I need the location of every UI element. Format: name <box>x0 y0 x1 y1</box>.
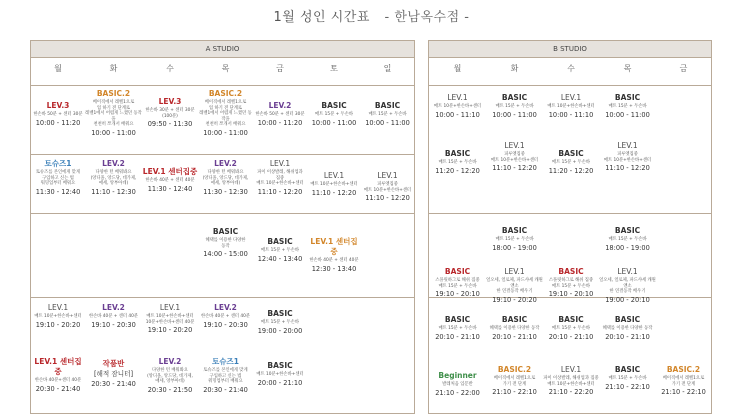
class-description: 한손바 30분 + 센터 30분 <box>145 108 195 113</box>
class-description: 매트 15분 + 두손바 <box>608 376 647 381</box>
class-description: 매트 15분 + 두손바 <box>260 248 300 253</box>
class-description: 다양한 턴 배워봐요 <box>152 368 188 373</box>
divider <box>31 213 414 214</box>
class-description: 업 하기 전 단계로 <box>208 105 243 111</box>
class-time: 10:00 - 11:00 <box>91 128 136 137</box>
class-time: 20:10 - 21:10 <box>492 332 537 341</box>
class-cell <box>429 149 486 176</box>
day-sat: 토 <box>330 64 338 73</box>
class-time: 10:00 - 11:00 <box>492 110 537 119</box>
class-description: (100분) <box>162 113 178 119</box>
class-cell <box>307 237 361 274</box>
class-description: (앙디올, 앙드당, 데가제, <box>90 175 137 181</box>
class-name: BASIC.2 <box>96 89 131 98</box>
class-cell <box>307 171 361 198</box>
class-time: 20:30 - 21:50 <box>147 385 193 394</box>
page-title <box>0 6 743 25</box>
class-description: 베이직에서 레벨1으로 <box>204 100 247 105</box>
class-description: 매트 10분+한손바+센터 <box>256 372 304 377</box>
class-time: 19:10 - 20:10 <box>548 290 594 299</box>
class-description: 매트 10분+한손바+센터 <box>310 182 358 187</box>
class-description: 업 하기 전 단계로 <box>96 105 131 111</box>
class-cell <box>198 303 253 330</box>
class-description: 한손바 40분 + 센터 40분 <box>200 314 251 319</box>
class-name: LEV.1 센터집중 <box>142 167 198 176</box>
class-cell <box>429 93 486 120</box>
class-description: 토슈즈를 본인에게 맞게 <box>35 170 81 175</box>
class-description: 매트 15분 + 두손바 <box>495 104 534 109</box>
class-time: 18:00 - 19:00 <box>605 243 650 252</box>
class-name: LEV.2 <box>102 303 125 312</box>
class-description: 피루엣집중 <box>377 182 398 187</box>
class-cell <box>142 303 198 335</box>
class-description: 구입하고 신는 법 <box>42 175 74 181</box>
class-description: 한손바 40분 + 센터 40분 <box>145 178 195 183</box>
class-description: 매트 15분 + 두손바 <box>260 320 300 325</box>
class-cell <box>486 267 543 305</box>
class-name: LEV.2 <box>102 159 125 168</box>
class-description: 매트 10분+한손바+센터 <box>256 181 304 187</box>
class-name: BASIC <box>614 315 641 324</box>
class-cell <box>599 141 656 173</box>
class-time: 12:30 - 13:40 <box>311 264 357 273</box>
day-thu: 목 <box>221 64 230 73</box>
class-time: 11:10 - 12:20 <box>492 164 537 173</box>
class-cell <box>429 267 486 299</box>
class-description: 애세, 앙부아데) <box>98 181 129 187</box>
title-sub: - 한남옥수점 - <box>384 10 470 25</box>
class-description: 한손바 40분 + 센터 40분 <box>88 314 139 319</box>
class-description: 매트 15분 + 두손바 <box>438 283 477 289</box>
class-cell <box>543 365 599 397</box>
class-cell <box>31 101 85 128</box>
class-time: 20:30 - 21:40 <box>203 385 248 394</box>
class-description: 스플릿하그로 해쉬 집중 <box>548 278 594 283</box>
class-time: 20:10 - 21:10 <box>548 332 594 341</box>
class-time: 10:00 - 11:10 <box>435 110 480 119</box>
class-cell <box>253 361 307 388</box>
class-time: 11:20 - 12:20 <box>435 166 480 175</box>
class-cell <box>429 371 486 398</box>
class-name: LEV.1 <box>617 141 638 150</box>
class-description: (앙디올, 앙드당, 데가제, <box>202 175 249 181</box>
class-description: 스플릿하그로 해쉬 집중 <box>435 278 480 283</box>
class-description: 매트 15분 + 두손바 <box>551 283 591 289</box>
day-wed: 수 <box>166 64 174 73</box>
class-time: 20:00 - 21:10 <box>257 378 303 387</box>
class-description: 워밍업부터 배워요 <box>208 379 243 385</box>
class-description: 발레처음 입문반 <box>442 382 473 387</box>
class-description: 애세, 앙부아데) <box>155 379 185 385</box>
class-time: 18:00 - 19:00 <box>492 243 537 252</box>
class-time: 21:10 - 22:20 <box>548 388 594 397</box>
class-description: (앙디올, 앙드당, 데가제, <box>147 373 193 379</box>
class-time: 10:00 - 11:20 <box>257 118 303 127</box>
class-description: 집중 <box>275 175 285 181</box>
day-mon: 월 <box>453 64 462 73</box>
day-fri: 금 <box>276 64 284 73</box>
class-description: 혜택를 이용한 다양한 동작 <box>489 326 540 331</box>
class-cell <box>599 365 656 392</box>
class-description: 베이직에서 레벨1으로 <box>92 100 135 105</box>
class-time: 10:00 - 11:00 <box>605 110 650 119</box>
day-tue: 화 <box>510 64 519 73</box>
class-description: 한 연결동작 배우기 <box>609 289 646 295</box>
class-time: 19:00 - 20:10 <box>605 295 650 304</box>
class-description: 파이 이상발레, 해쉬업과 <box>257 170 303 175</box>
class-name: BASIC <box>374 101 401 110</box>
class-description: 애세, 앙부아데) <box>210 181 241 187</box>
class-name: BASIC <box>267 361 293 370</box>
class-cell <box>486 365 543 397</box>
class-cell <box>31 357 85 394</box>
class-cell <box>543 267 599 299</box>
class-description: 매트 15분 + 두손바 <box>551 326 591 331</box>
class-name: BASIC <box>321 101 347 110</box>
class-description: 매트 10분+한손바+센터 <box>34 314 82 319</box>
class-time: 11:10 - 12:30 <box>91 187 136 196</box>
class-description: 한 연결동작 배우기 <box>496 289 533 295</box>
class-description: 얼오세, 얼로체, 파드샤세 캐원앤소 <box>599 278 656 289</box>
divider <box>31 85 414 86</box>
class-name: LEV.1 <box>269 159 291 168</box>
class-time: 11:10 - 12:20 <box>365 194 410 203</box>
day-thu: 목 <box>623 64 632 73</box>
class-name: BASIC <box>501 226 528 235</box>
class-time: 12:40 - 13:40 <box>257 254 303 263</box>
class-name: BASIC <box>444 315 471 324</box>
class-name: BASIC <box>501 315 528 324</box>
class-cell <box>361 171 414 203</box>
title-main: 1월 성인 시간표 <box>273 10 370 25</box>
class-time: 11:20 - 12:20 <box>548 166 594 175</box>
class-cell <box>85 303 142 330</box>
class-cell <box>307 101 361 128</box>
class-time: 19:10 - 20:30 <box>91 320 136 329</box>
class-description: 얼오세, 얼로체, 파드샤세 캐원앤소 <box>486 278 543 289</box>
class-name: LEV.1 센터집중 <box>310 237 358 256</box>
class-name: BASIC.2 <box>497 365 532 374</box>
class-name: BASIC <box>267 309 293 318</box>
class-time: 19:00 - 20:00 <box>257 326 303 335</box>
class-cell <box>599 93 656 120</box>
day-mon: 월 <box>54 64 62 73</box>
class-cell <box>543 93 599 120</box>
class-name: LEV.1 <box>323 171 345 180</box>
class-description: 매트 15분 + 두손바 <box>314 112 354 117</box>
class-cell <box>253 159 307 197</box>
class-cell <box>142 167 198 194</box>
class-description: 매트 15분 + 두손바 <box>608 237 647 242</box>
divider <box>429 213 711 214</box>
class-description: 매트 10분+한손바+센터 <box>547 104 595 109</box>
class-cell <box>253 237 307 264</box>
class-cell <box>142 357 198 395</box>
class-cell <box>656 365 711 397</box>
class-cell <box>198 89 253 138</box>
day-tue: 화 <box>109 64 118 73</box>
class-description: 레벨1에서 어렵게 느꼈던 동작을 <box>85 111 142 122</box>
class-description: 레벨1에서 어렵게 느꼈던 동작을 <box>199 111 252 122</box>
divider <box>31 297 414 298</box>
class-name: LEV.2 <box>214 159 237 168</box>
class-time: 19:10 - 20:20 <box>147 326 193 335</box>
class-description: 피루엣집중 <box>504 152 525 157</box>
class-time: 11:30 - 12:40 <box>147 184 193 193</box>
class-description: 워밍업부터 배워요 <box>40 181 76 187</box>
class-name: LEV.1 <box>159 303 181 312</box>
class-cell <box>85 89 142 138</box>
class-description: 매트 10분+한손바+센터 <box>433 104 482 109</box>
class-description: 파이 이상발레, 해쉬업과 집중 <box>543 376 599 381</box>
class-name: Beginner <box>438 371 477 380</box>
class-name: BASIC.2 <box>208 89 243 98</box>
class-time: 10:00 - 11:00 <box>203 128 248 137</box>
class-name: BASIC <box>614 226 641 235</box>
class-cell <box>486 93 543 120</box>
class-description: 가기 전 단계 <box>671 381 696 387</box>
class-time: 21:10 - 22:10 <box>492 388 537 397</box>
class-description: 한손바 40분+센터 40분 <box>34 378 82 383</box>
class-name: BASIC <box>558 149 584 158</box>
divider <box>31 154 414 155</box>
class-name: LEV.2 <box>268 101 292 110</box>
studio-b-table <box>428 40 712 414</box>
day-fri: 금 <box>679 64 688 73</box>
class-name: LEV.3 <box>158 97 182 106</box>
studio-a-header: A STUDIO <box>31 41 414 58</box>
class-extra: [해적 잠니터] <box>93 370 134 378</box>
class-time: 19:10 - 20:30 <box>203 320 248 329</box>
divider <box>429 85 711 86</box>
class-name: LEV.1 <box>504 141 525 150</box>
class-name: LEV.1 <box>560 365 582 374</box>
class-time: 10:00 - 11:10 <box>548 110 594 119</box>
class-cell <box>599 226 656 253</box>
class-cell <box>142 97 198 129</box>
class-time: 11:30 - 12:30 <box>203 187 248 196</box>
studio-a-table <box>30 40 415 414</box>
class-time: 19:10 - 20:10 <box>435 290 480 299</box>
class-description: 천천히 쪼개서 배워요 <box>93 122 134 128</box>
class-time: 21:10 - 22:10 <box>605 382 650 391</box>
class-name: BASIC <box>558 267 584 276</box>
class-description: 다양한 턴 배워봐요 <box>207 170 244 175</box>
class-name: LEV.3 <box>46 101 70 110</box>
class-description: 매트 15분 + 두손바 <box>368 112 407 117</box>
class-description: 10분+한손바+센터 40분 <box>145 319 195 325</box>
class-time: 19:10 - 20:20 <box>35 320 81 329</box>
class-description: 매트 10분+한손바+센터 <box>490 157 539 163</box>
studio-b-days <box>429 58 711 80</box>
class-description: 다양한 턴 배워봐요 <box>95 170 132 175</box>
class-description: 한손바 50분 + 센터 30분 <box>255 112 305 117</box>
class-cell <box>198 159 253 197</box>
class-cell <box>361 101 414 128</box>
class-time: 10:00 - 11:00 <box>311 118 357 127</box>
class-time: 10:00 - 11:00 <box>365 118 410 127</box>
class-time: 20:30 - 21:40 <box>91 380 136 388</box>
class-name: LEV.2 <box>214 303 237 312</box>
class-name: LEV.1 <box>447 93 468 102</box>
class-time: 11:10 - 12:20 <box>257 187 303 196</box>
class-name: BASIC <box>614 93 641 102</box>
class-description: 매트 15분 + 두손바 <box>495 237 534 242</box>
class-description: 한손바 50분 + 센터 30분 <box>33 112 83 117</box>
class-description: 피루엣집중 <box>617 152 638 157</box>
class-description: 한손바 40분 + 센터 40분 <box>309 258 359 263</box>
class-description: 매트 10분+한손바+센터 <box>363 187 412 193</box>
class-time: 21:10 - 22:00 <box>435 388 480 397</box>
class-name: BASIC <box>501 93 528 102</box>
class-name: 토슈즈1 <box>44 159 72 168</box>
class-cell <box>486 315 543 342</box>
class-cell <box>253 309 307 336</box>
class-time: 14:00 - 15:00 <box>203 250 248 259</box>
studio-a-days <box>31 58 414 80</box>
class-name: LEV.1 <box>47 303 69 312</box>
class-description: 천천히 쪼개서 배워요 <box>205 122 246 128</box>
class-time: 11:10 - 12:20 <box>605 164 650 173</box>
class-cell <box>85 159 142 197</box>
class-description: 매트 10분+한손바+센터 <box>547 381 595 387</box>
class-cell <box>198 227 253 259</box>
class-cell <box>543 149 599 176</box>
class-name: LEV.1 센터집중 <box>34 357 82 376</box>
class-description: 베이직에서 레벨1으로 <box>662 376 705 381</box>
class-cell <box>85 359 142 389</box>
class-cell <box>599 315 656 342</box>
day-sun: 일 <box>383 64 392 73</box>
class-cell <box>543 315 599 342</box>
class-name: BASIC <box>267 237 293 246</box>
class-cell <box>486 141 543 173</box>
class-name: LEV.1 <box>560 93 582 102</box>
class-time: 11:30 - 12:40 <box>35 187 81 196</box>
class-cell <box>253 101 307 128</box>
class-name: BASIC.2 <box>666 365 701 374</box>
class-description: 혜택를 이용한 다양한 <box>205 238 246 243</box>
class-name: BASIC <box>212 227 239 236</box>
class-name: BASIC <box>614 365 641 374</box>
class-name: 작품반 <box>102 359 125 368</box>
class-name: LEV.1 <box>377 171 398 180</box>
class-cell <box>198 357 253 395</box>
class-time: 21:10 - 22:10 <box>661 388 706 397</box>
class-name: BASIC <box>444 267 471 276</box>
class-cell <box>31 303 85 330</box>
class-time: 20:10 - 21:10 <box>435 332 480 341</box>
class-time: 20:30 - 21:40 <box>35 384 81 393</box>
class-description: 베이직에서 레벨1으로 <box>493 376 536 381</box>
class-cell <box>599 267 656 305</box>
class-name: LEV.1 <box>504 267 525 276</box>
class-description: 동작 <box>221 243 230 249</box>
class-description: 매트 15분 + 두손바 <box>551 160 591 165</box>
class-time: 09:50 - 11:30 <box>147 120 193 129</box>
day-wed: 수 <box>567 64 575 73</box>
class-name: LEV.2 <box>158 357 182 366</box>
class-time: 11:10 - 12:20 <box>311 188 357 197</box>
class-name: LEV.1 <box>617 267 638 276</box>
class-name: BASIC <box>558 315 584 324</box>
class-cell <box>429 315 486 342</box>
class-description: 토슈즈를 본인에게 맞게 <box>203 368 248 373</box>
class-description: 혜택를 이용한 다양한 동작 <box>602 326 653 331</box>
class-time: 19:10 - 20:20 <box>492 295 537 304</box>
class-time: 10:00 - 11:20 <box>35 118 81 127</box>
class-description: 매트 15분 + 두손바 <box>608 104 647 109</box>
class-name: BASIC <box>444 149 471 158</box>
class-time: 20:10 - 21:10 <box>605 332 650 341</box>
class-description: 가기 전 단계 <box>502 381 527 387</box>
class-description: 매트 15분 + 두손바 <box>438 326 477 331</box>
class-description: 매트 15분 + 두손바 <box>438 160 477 165</box>
class-cell <box>486 226 543 253</box>
class-name: 토슈즈1 <box>212 357 239 366</box>
class-description: 매트 10분+한손바+센터 <box>146 314 194 319</box>
class-description: 매트 10분+한손바+센터 <box>603 157 652 163</box>
class-description: 구입하고 신는 법 <box>209 373 242 379</box>
studio-b-header: B STUDIO <box>429 41 711 58</box>
class-cell <box>31 159 85 197</box>
